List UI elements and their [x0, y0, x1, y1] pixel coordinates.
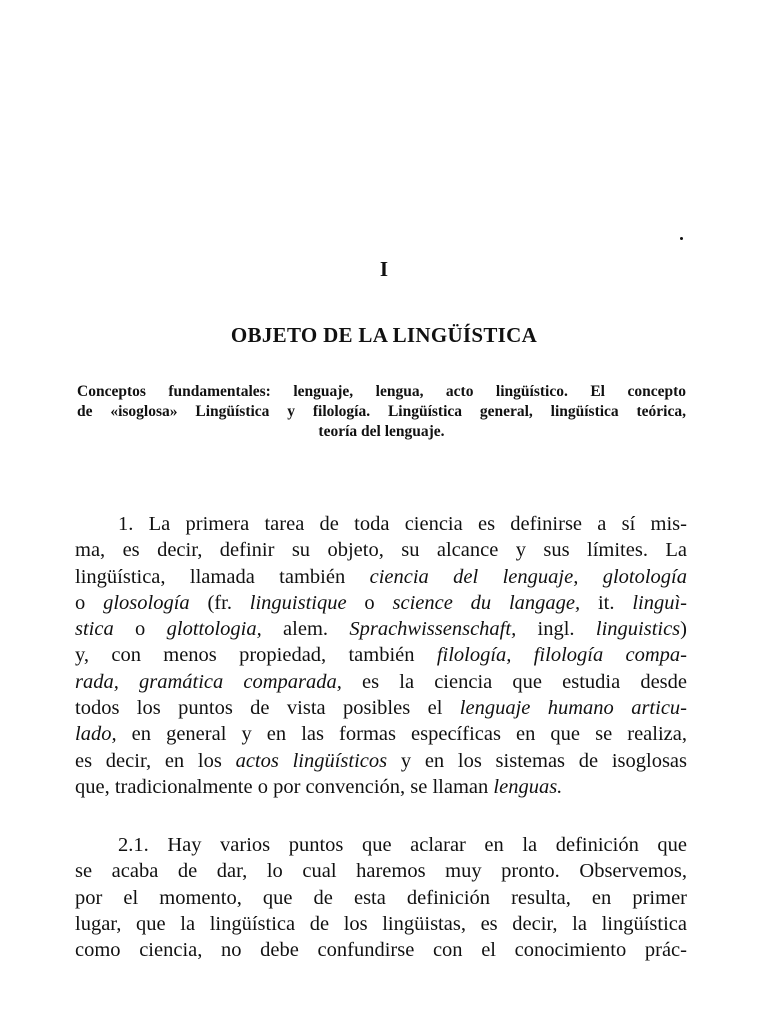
paragraph-line: ma, es decir, definir su objeto, su alcance y sus límites. La [75, 539, 687, 562]
paragraph-line: o glosología (fr. linguistique o science du langage, it. linguì- [75, 591, 687, 614]
chapter-number: I [379, 257, 389, 281]
paragraph-line: lingüística, llamada también ciencia del lenguaje, glotología [75, 565, 687, 588]
paragraph-line: 1. La primera tarea de toda ciencia es definirse a sí mis- [118, 513, 687, 535]
chapter-summary [77, 382, 686, 442]
paragraph-line: todos los puntos de vista posibles el lenguaje humano articu- [75, 697, 687, 720]
paragraph-1 [75, 511, 687, 800]
summary-line: Conceptos fundamentales: lenguaje, lengua, acto lingüístico. El concepto [77, 383, 686, 400]
summary-line: teoría del lenguaje. [318, 423, 445, 440]
paragraph-line: 2.1. Hay varios puntos que aclarar en la definición que [118, 834, 687, 856]
paragraph-line: como ciencia, no debe confundirse con el conocimiento prác- [75, 939, 687, 962]
paragraph-line: lado, en general y en las formas específicas en que se realiza, [75, 723, 687, 746]
paragraph-line: rada, gramática comparada, es la ciencia que estudia desde [75, 670, 688, 693]
paragraph-2 [75, 832, 687, 963]
chapter-title: OBJETO DE LA LINGÜÍSTICA [230, 323, 538, 347]
stray-mark [680, 237, 683, 240]
paragraph-line: y, con menos propiedad, también filología, filología compa- [75, 644, 688, 667]
paragraph-line: que, tradicionalmente o por convención, se llaman lenguas. [75, 775, 563, 798]
paragraph-line: es decir, en los actos lingüísticos y en los sistemas de isoglosas [75, 749, 688, 772]
summary-line: de «isoglosa» Lingüística y filología. Lingüística general, lingüística teórica, [77, 403, 686, 420]
paragraph-line: por el momento, que de esta definición resulta, en primer [75, 886, 687, 909]
paragraph-line: se acaba de dar, lo cual haremos muy pronto. Observemos, [75, 860, 687, 883]
paragraph-line: stica o glottologia, alem. Sprachwissenschaft, ingl. linguistics) [75, 618, 687, 641]
paragraph-line: lugar, que la lingüística de los lingüistas, es decir, la lingüística [75, 912, 687, 935]
